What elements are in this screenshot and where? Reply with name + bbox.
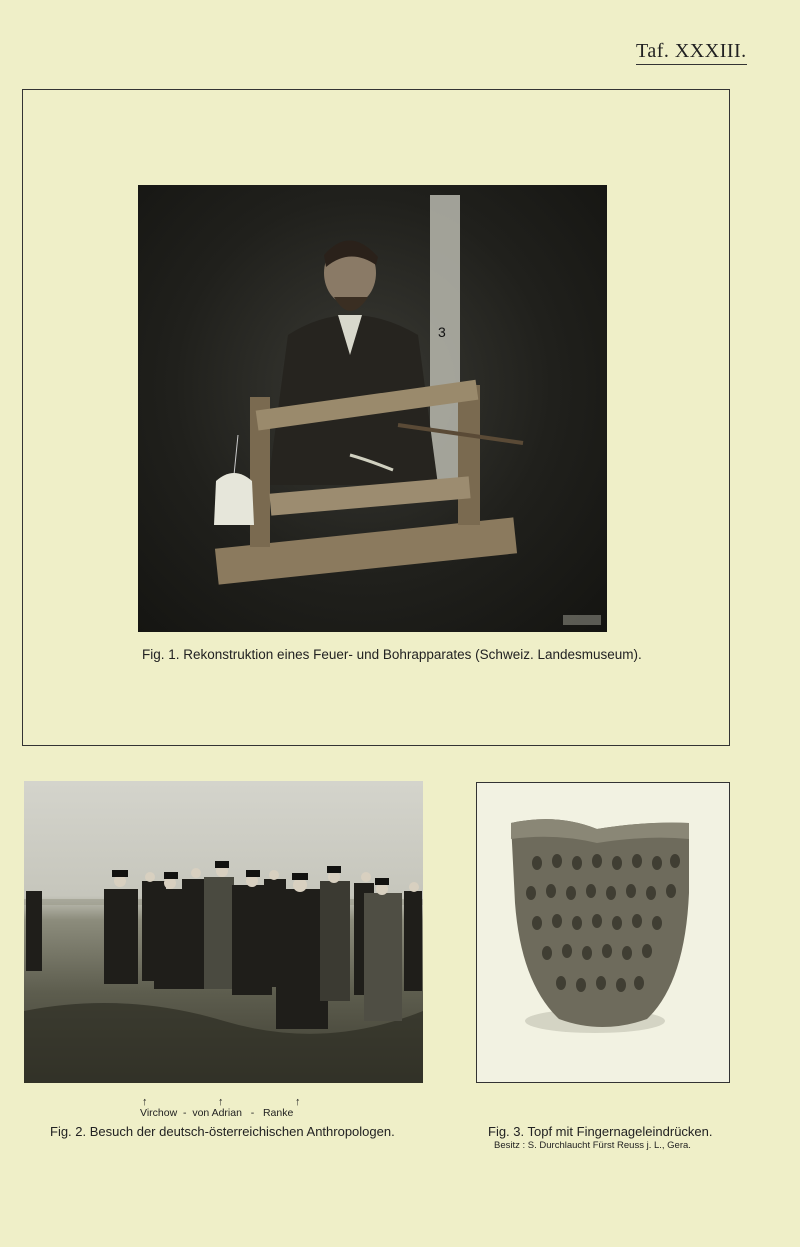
plate-label: Taf. XXXIII. [636, 40, 747, 65]
figure-2-photo [24, 781, 423, 1083]
figure-2-names: Virchow - von Adrian - Ranke [140, 1107, 294, 1119]
figure-2-caption: Fig. 2. Besuch der deutsch-österreichischen Anthropologen. [50, 1124, 395, 1139]
arrow-von-adrian: ↑ [218, 1096, 224, 1108]
figure-3-owner: Besitz : S. Durchlaucht Fürst Reuss j. L., Gera. [494, 1140, 691, 1151]
figure-1-photo [138, 185, 607, 632]
figure-3-frame [476, 782, 730, 1083]
figure-1-caption: Fig. 1. Rekonstruktion eines Feuer- und Bohrapparates (Schweiz. Landesmuseum). [142, 647, 642, 662]
door-number: 3 [438, 324, 446, 340]
figure-3-caption: Fig. 3. Topf mit Fingernageleindrücken. [488, 1124, 713, 1139]
figure-3-pot-photo [477, 783, 729, 1082]
arrow-ranke: ↑ [295, 1096, 301, 1108]
arrow-virchow: ↑ [142, 1096, 148, 1108]
